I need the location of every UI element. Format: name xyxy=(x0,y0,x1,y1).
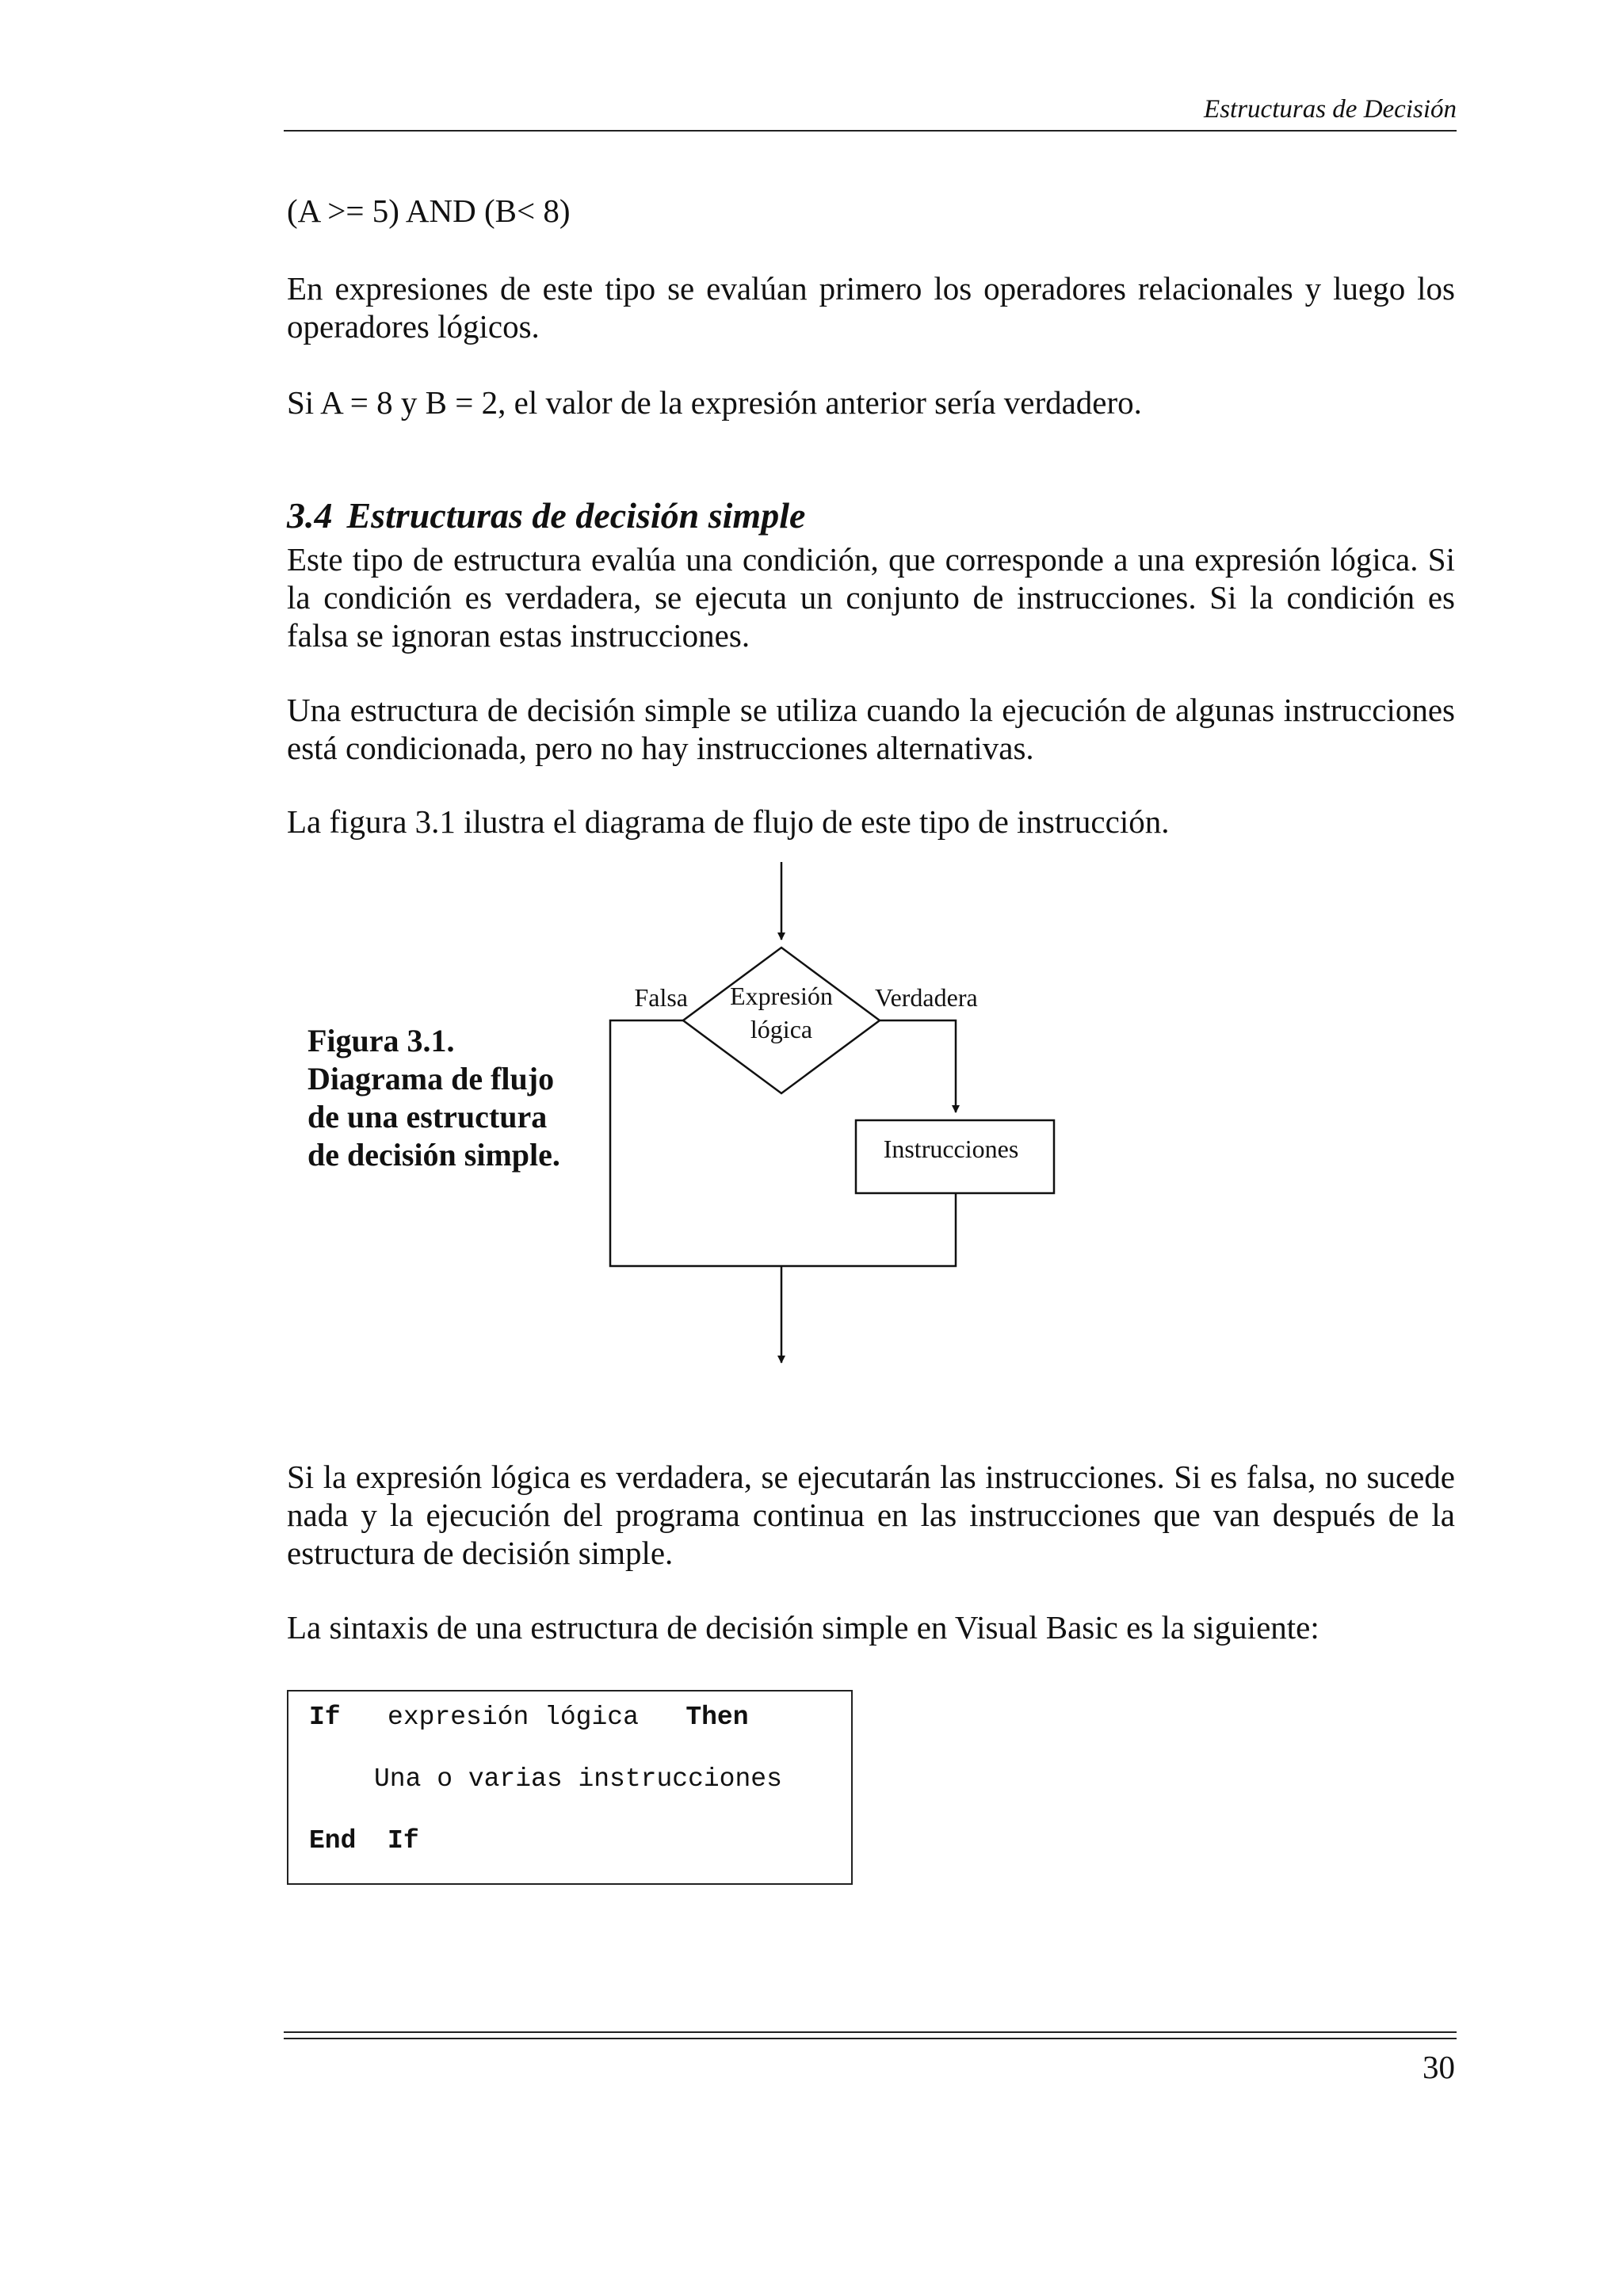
figure-caption xyxy=(307,1022,593,1174)
code-example-box xyxy=(287,1690,853,1885)
logical-expression: (A >= 5) AND (B< 8) xyxy=(287,193,571,229)
footer-rule-bottom xyxy=(284,2038,1457,2039)
after-paragraph-1: Si la expresión lógica es verdadera, se ejecutarán las instrucciones. Si es falsa, no sucede nada y la ejecución del programa continua en las instrucciones que van después de la estructura de decisión simple. xyxy=(287,1459,1455,1571)
keyword-end: End xyxy=(309,1826,357,1855)
intro-paragraph-1: En expresiones de este tipo se evalúan primero los operadores relacionales y luego los operadores lógicos. xyxy=(287,270,1455,345)
caption-line: Figura 3.1. xyxy=(307,1023,455,1058)
true-branch-arrow xyxy=(880,1020,956,1112)
caption-line: de una estructura xyxy=(307,1099,548,1135)
header-rule xyxy=(284,130,1457,132)
section-paragraph-2: Una estructura de decisión simple se utiliza cuando la ejecución de algunas instrucciones está condicionada, pero no hay instrucciones alternativas. xyxy=(287,692,1455,766)
keyword-then: Then xyxy=(685,1703,749,1732)
after-paragraph-2: La sintaxis de una estructura de decisión simple en Visual Basic es la siguiente: xyxy=(287,1609,1319,1646)
caption-line: de decisión simple. xyxy=(307,1137,560,1173)
decision-label-line1: Expresión xyxy=(730,982,833,1010)
section-title: Estructuras de decisión simple xyxy=(346,495,806,536)
footer-rule-top xyxy=(284,2031,1457,2033)
keyword-if: If xyxy=(309,1703,341,1732)
code-line-end xyxy=(309,1826,419,1855)
code-condition: expresión lógica xyxy=(388,1703,639,1732)
process-label: Instrucciones xyxy=(883,1135,1019,1163)
page-number: 30 xyxy=(1423,2049,1455,2085)
code-line-body: Una o varias instrucciones xyxy=(374,1764,782,1794)
flowchart-diagram xyxy=(586,856,1078,1386)
keyword-end-if: If xyxy=(388,1826,419,1855)
section-number: 3.4 xyxy=(287,495,333,536)
section-heading xyxy=(287,494,819,536)
code-line-if xyxy=(309,1703,749,1732)
true-branch-label: Verdadera xyxy=(875,983,978,1012)
false-branch-label: Falsa xyxy=(634,983,688,1012)
intro-paragraph-2: Si A = 8 y B = 2, el valor de la expresión anterior sería verdadero. xyxy=(287,384,1142,421)
section-paragraph-3: La figura 3.1 ilustra el diagrama de flujo de este tipo de instrucción. xyxy=(287,803,1170,840)
running-header: Estructuras de Decisión xyxy=(1204,95,1457,124)
decision-label-line2: lógica xyxy=(750,1015,813,1043)
section-paragraph-1: Este tipo de estructura evalúa una condición, que corresponde a una expresión lógica. Si la condición es verdadera, se ejecuta un conjunto de instrucciones. Si la condición es falsa se ignoran estas instrucciones. xyxy=(287,541,1455,654)
caption-line: Diagrama de flujo xyxy=(307,1061,555,1097)
